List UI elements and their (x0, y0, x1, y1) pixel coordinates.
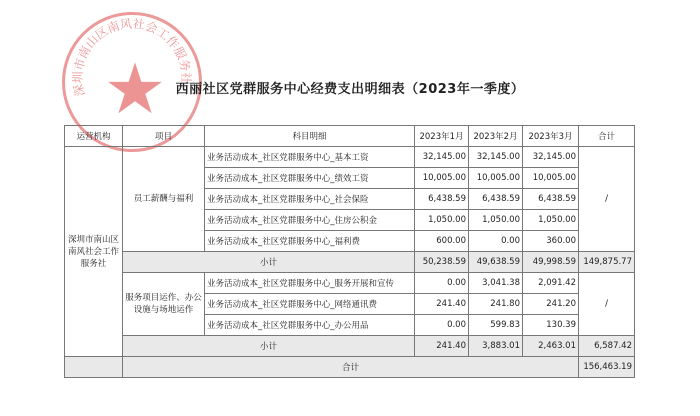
subtotal-label: 小计 (123, 252, 415, 273)
jan-cell: 10,005.00 (415, 168, 469, 189)
feb-cell: 32,145.00 (469, 147, 523, 168)
mar-cell: 32,145.00 (523, 147, 579, 168)
jan-cell: 600.00 (415, 231, 469, 252)
subtotal-row (65, 336, 635, 357)
jan-cell: 32,145.00 (415, 147, 469, 168)
mar-cell: 1,050.00 (523, 210, 579, 231)
header-row (65, 126, 635, 147)
jan-cell: 241.40 (415, 294, 469, 315)
expense-table (64, 125, 635, 378)
org-cell: 深圳市南山区南风社会工作服务社 (65, 147, 123, 357)
subtotal-jan: 50,238.59 (415, 252, 469, 273)
seal-star-icon: ★ (103, 48, 167, 130)
grand-total-label: 合计 (123, 357, 579, 378)
header-org: 运营机构 (65, 126, 123, 147)
feb-cell: 599.83 (469, 315, 523, 336)
item-cell: 业务活动成本_社区党群服务中心_网络通讯费 (205, 294, 415, 315)
subtotal-total: 6,587.42 (579, 336, 635, 357)
mar-cell: 10,005.00 (523, 168, 579, 189)
header-total: 合计 (579, 126, 635, 147)
group-name: 员工薪酬与福利 (123, 147, 205, 252)
subtotal-label: 小计 (123, 336, 415, 357)
header-detail: 科目明细 (205, 126, 415, 147)
subtotal-total: 149,875.77 (579, 252, 635, 273)
subtotal-feb: 49,638.59 (469, 252, 523, 273)
page-title: 西丽社区党群服务中心经费支出明细表（2023年一季度） (175, 82, 525, 97)
mar-cell: 360.00 (523, 231, 579, 252)
feb-cell: 1,050.00 (469, 210, 523, 231)
header-mar: 2023年3月 (523, 126, 579, 147)
mar-cell: 130.39 (523, 315, 579, 336)
mar-cell: 6,438.59 (523, 189, 579, 210)
feb-cell: 0.00 (469, 231, 523, 252)
table-row (65, 273, 635, 294)
feb-cell: 241.80 (469, 294, 523, 315)
seal-text: 深圳市南山区南风社会工作服务社 (70, 16, 194, 98)
grand-total-row (65, 357, 635, 378)
jan-cell: 0.00 (415, 315, 469, 336)
total-mark: / (579, 273, 635, 336)
subtotal-mar: 2,463.01 (523, 336, 579, 357)
subtotal-feb: 3,883.01 (469, 336, 523, 357)
item-cell: 业务活动成本_社区党群服务中心_服务开展和宣传 (205, 273, 415, 294)
grand-total-blank (65, 357, 123, 378)
feb-cell: 10,005.00 (469, 168, 523, 189)
total-mark: / (579, 147, 635, 252)
mar-cell: 241.20 (523, 294, 579, 315)
item-cell: 业务活动成本_社区党群服务中心_基本工资 (205, 147, 415, 168)
feb-cell: 3,041.38 (469, 273, 523, 294)
item-cell: 业务活动成本_社区党群服务中心_办公用品 (205, 315, 415, 336)
item-cell: 业务活动成本_社区党群服务中心_福利费 (205, 231, 415, 252)
group-name: 服务项目运作、办公设施与场地运作 (123, 273, 205, 336)
grand-total-value: 156,463.19 (579, 357, 635, 378)
item-cell: 业务活动成本_社区党群服务中心_社会保险 (205, 189, 415, 210)
item-cell: 业务活动成本_社区党群服务中心_住房公积金 (205, 210, 415, 231)
item-cell: 业务活动成本_社区党群服务中心_绩效工资 (205, 168, 415, 189)
subtotal-jan: 241.40 (415, 336, 469, 357)
subtotal-mar: 49,998.59 (523, 252, 579, 273)
jan-cell: 0.00 (415, 273, 469, 294)
mar-cell: 2,091.42 (523, 273, 579, 294)
header-jan: 2023年1月 (415, 126, 469, 147)
feb-cell: 6,438.59 (469, 189, 523, 210)
header-project: 项目 (123, 126, 205, 147)
header-feb: 2023年2月 (469, 126, 523, 147)
jan-cell: 1,050.00 (415, 210, 469, 231)
subtotal-row (65, 252, 635, 273)
jan-cell: 6,438.59 (415, 189, 469, 210)
table-row (65, 147, 635, 168)
